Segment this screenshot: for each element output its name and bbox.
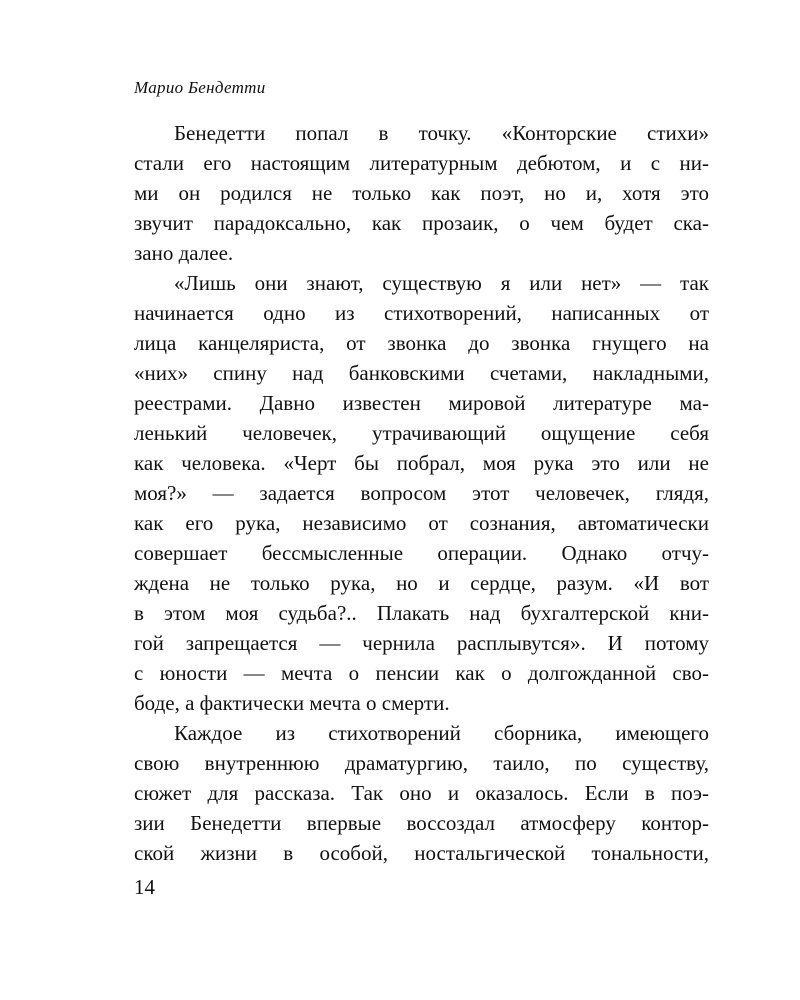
text-line: звучит парадоксально, как прозаик, о чем будет ска- <box>134 211 709 235</box>
text-line: моя?» — задается вопросом этот человечек, глядя, <box>134 481 709 505</box>
text-line: «них» спину над банковскими счетами, накладными, <box>134 361 709 385</box>
text-line: в этом моя судьба?.. Плакать над бухгалтерской кни- <box>134 601 709 625</box>
text-line: как человека. «Черт бы побрал, моя рука это или не <box>134 451 709 475</box>
text-line: Каждое из стихотворений сборника, имеющего <box>174 721 709 745</box>
text-line: гой запрещается — чернила расплывутся». И потому <box>134 631 709 655</box>
text-line: свою внутреннюю драматургию, таило, по существу, <box>134 751 709 775</box>
text-line: стали его настоящим литературным дебютом, и с ни- <box>134 151 709 175</box>
text-line: совершает бессмысленные операции. Однако отчу- <box>134 541 709 565</box>
text-line: реестрами. Давно известен мировой литературе ма- <box>134 391 709 415</box>
text-line: начинается одно из стихотворений, написанных от <box>134 301 709 325</box>
text-line: ми он родился не только как поэт, но и, хотя это <box>134 181 709 205</box>
page-body <box>134 118 709 868</box>
text-line: боде, а фактически мечта о смерти. <box>134 691 450 715</box>
text-line: ленький человечек, утрачивающий ощущение себя <box>134 421 709 445</box>
text-line: с юности — мечта о пенсии как о долгожданной сво- <box>134 661 709 685</box>
text-line: лица канцеляриста, от звонка до звонка гнущего на <box>134 331 709 355</box>
page-number: 14 <box>134 875 155 899</box>
text-line: ждена не только рука, но и сердце, разум. «И вот <box>134 571 709 595</box>
text-line: зано далее. <box>134 241 234 265</box>
text-line: ской жизни в особой, ностальгической тональности, <box>134 841 709 865</box>
text-line: как его рука, независимо от сознания, автоматически <box>134 511 709 535</box>
text-line: Бенедетти попал в точку. «Конторские стихи» <box>174 121 709 145</box>
text-line: «Лишь они знают, существую я или нет» — так <box>174 271 709 295</box>
running-head: Марио Бендетти <box>134 78 266 97</box>
text-line: зии Бенедетти впервые воссоздал атмосферу контор- <box>134 811 709 835</box>
text-line: сюжет для рассказа. Так оно и оказалось. Если в поэ- <box>134 781 709 805</box>
